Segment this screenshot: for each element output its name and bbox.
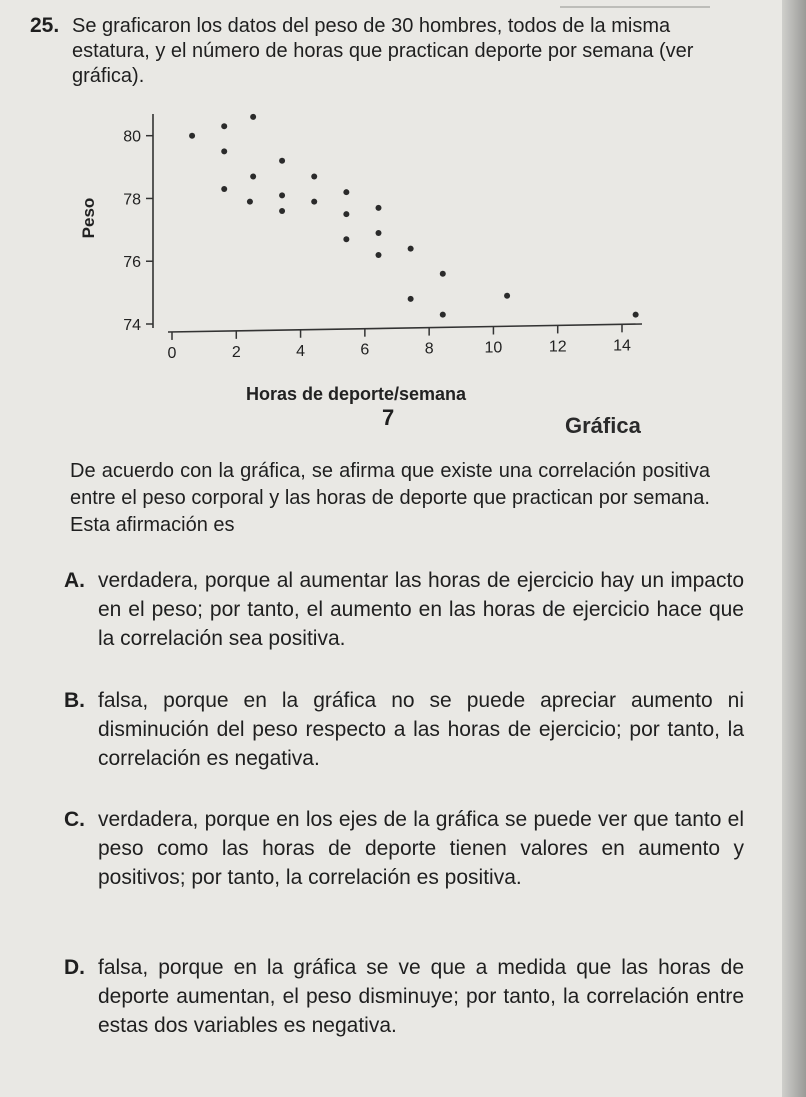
scatter-point	[376, 230, 382, 236]
y-axis-label: Peso	[79, 197, 98, 239]
y-tick-label: 74	[123, 317, 141, 334]
option-c[interactable]	[64, 805, 744, 892]
option-a-text: verdadera, porque al aumentar las horas de ejercicio hay un impacto en el peso; por tanto, el aumento en las horas de ejercicio hace que la correlación sea positiva.	[98, 569, 744, 650]
x-tick-label: 6	[360, 341, 370, 359]
scatter-point	[633, 312, 639, 318]
option-a-letter: A.	[64, 569, 85, 592]
scatter-point	[311, 199, 317, 205]
scatter-point	[250, 114, 256, 120]
top-rule	[560, 6, 710, 8]
scatter-point	[376, 252, 382, 258]
option-c-text: verdadera, porque en los ejes de la gráfica se puede ver que tanto el peso como las horas de deporte tienen valores en aumento y positivos; por tanto, la correlación es positiva.	[98, 808, 744, 889]
option-c-letter: C.	[64, 808, 85, 831]
x-tick-label: 10	[484, 339, 503, 357]
option-b[interactable]	[64, 686, 744, 773]
question-text: Se graficaron los datos del peso de 30 hombres, todos de la misma estatura, y el número de horas que practican deporte por semana (ver gráfica).	[72, 15, 694, 87]
figure-number: 7	[382, 405, 395, 430]
x-tick-label: 14	[613, 337, 631, 355]
scatter-point	[504, 293, 510, 299]
scatter-point	[221, 186, 227, 192]
scatter-point	[408, 296, 414, 302]
scatter-chart	[70, 100, 670, 405]
scatter-point	[279, 192, 285, 198]
y-tick-label: 78	[123, 191, 141, 209]
option-d-letter: D.	[64, 956, 85, 979]
question-number: 25.	[30, 14, 60, 37]
scatter-point	[221, 148, 227, 154]
scatter-point	[440, 312, 446, 318]
scatter-point	[250, 173, 256, 179]
option-b-text: falsa, porque en la gráfica no se puede apreciar aumento ni disminución del peso respecto a las horas de ejercicio; por tanto, la correlación es negativa.	[98, 689, 744, 770]
question-stem: De acuerdo con la gráfica, se afirma que existe una correlación positiva entre el peso corporal y las horas de deporte que practican por semana. Esta afirmación es	[70, 460, 710, 536]
scatter-point	[440, 271, 446, 277]
scatter-point	[376, 205, 382, 211]
x-tick-label: 0	[167, 344, 177, 362]
x-tick-label: 12	[548, 338, 567, 356]
figure-label: Gráfica	[565, 413, 641, 438]
x-axis	[168, 324, 642, 332]
scatter-point	[311, 173, 317, 179]
y-tick-label: 80	[123, 128, 141, 146]
scatter-point	[189, 133, 195, 139]
scatter-point	[279, 208, 285, 214]
scatter-point	[221, 123, 227, 129]
scatter-point	[408, 246, 414, 252]
scatter-point	[279, 158, 285, 164]
option-d[interactable]	[64, 953, 744, 1040]
scatter-point	[343, 211, 349, 217]
option-a[interactable]	[64, 566, 744, 653]
option-d-text: falsa, porque en la gráfica se ve que a medida que las horas de deporte aumentan, el peso disminuye; por tanto, la correlación entre estas dos variables es negativa.	[98, 956, 744, 1037]
x-tick-label: 2	[231, 343, 241, 361]
scatter-point	[343, 236, 349, 242]
x-tick-label: 8	[424, 340, 434, 358]
page-edge-shadow	[782, 0, 806, 1097]
x-tick-label: 4	[296, 342, 306, 360]
scatter-point	[247, 199, 253, 205]
y-tick-label: 76	[123, 254, 141, 272]
x-axis-label: Horas de deporte/semana	[245, 384, 467, 404]
scatter-point	[343, 189, 349, 195]
option-b-letter: B.	[64, 689, 85, 712]
